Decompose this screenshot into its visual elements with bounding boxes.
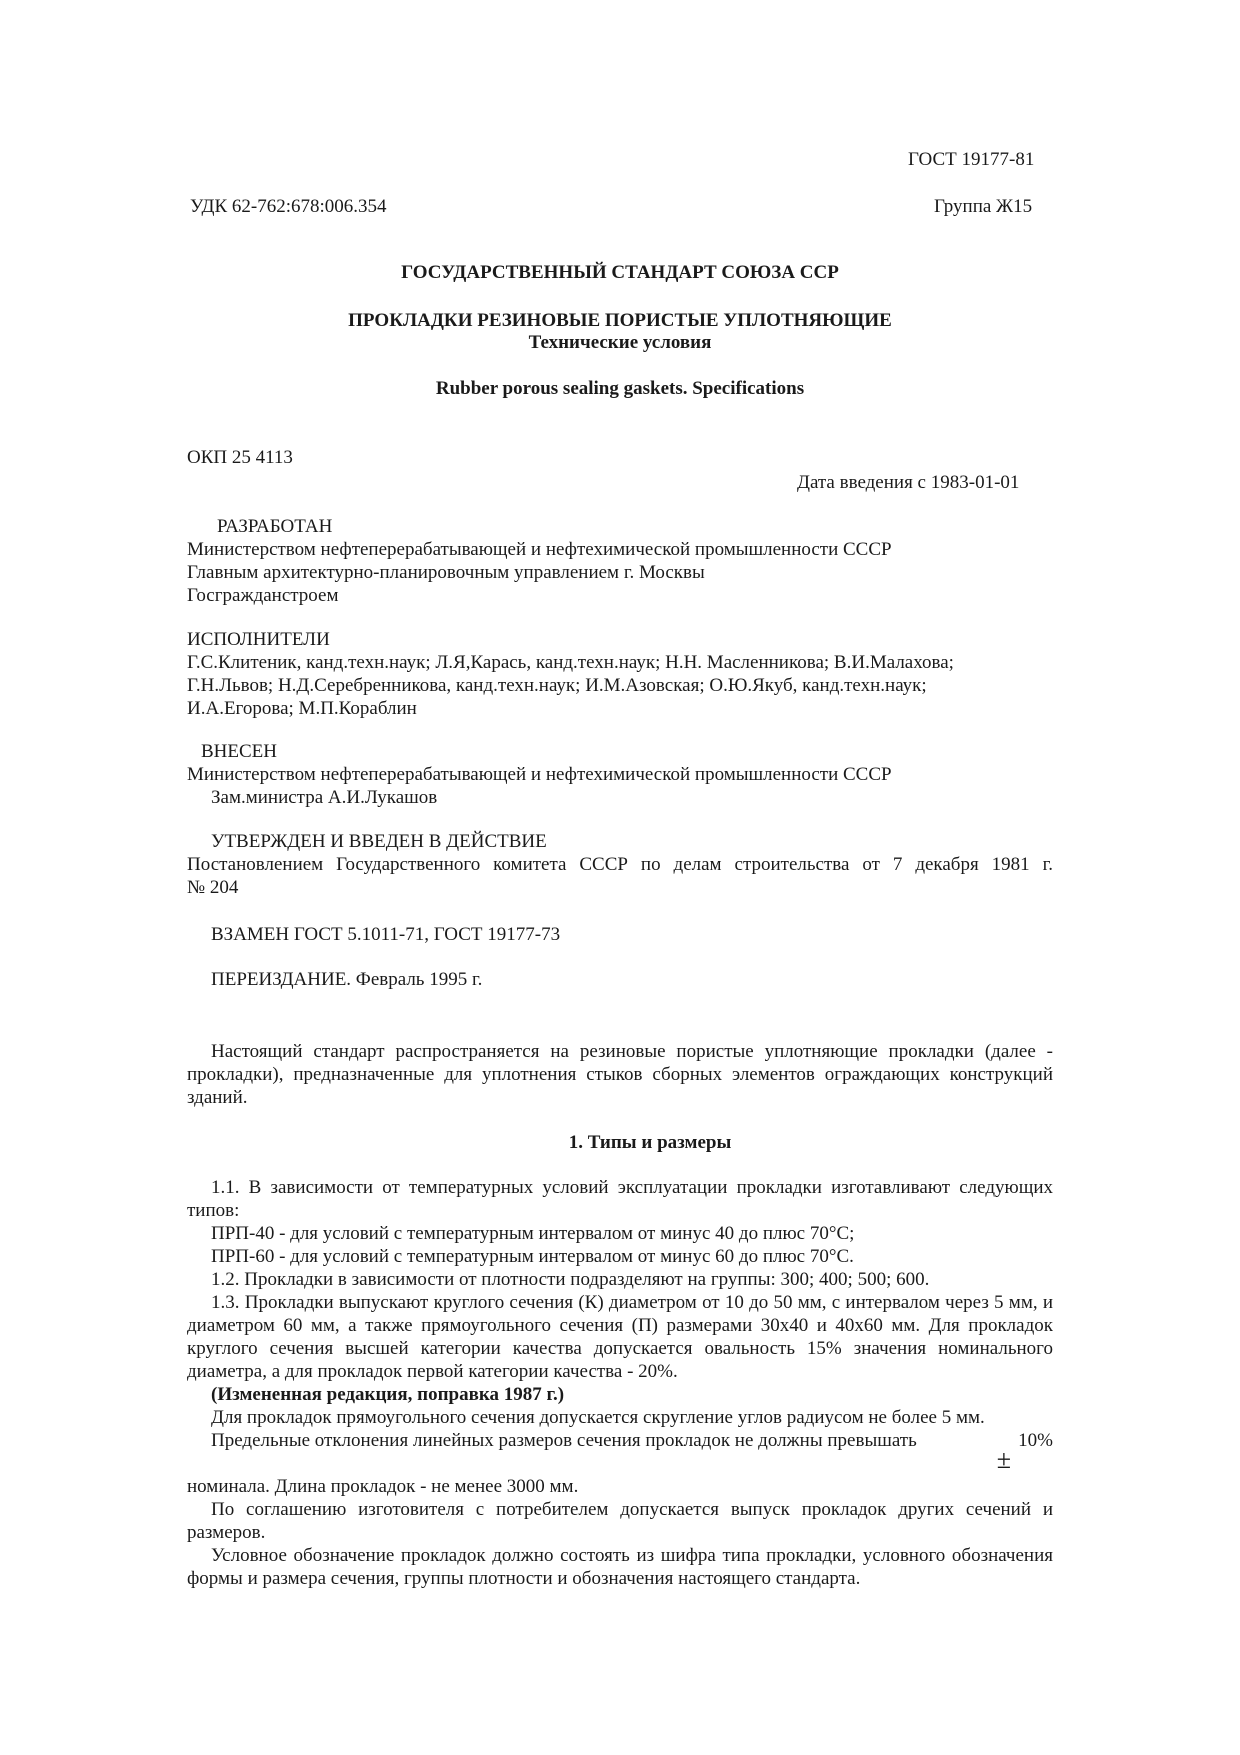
developed-section (187, 515, 1053, 607)
introduced-heading: ВНЕСЕН (201, 741, 277, 762)
designation-clause: Условное обозначение прокладок должно состоять из шифра типа прокладки, условного обозначения формы и размера сечения, группы плотности и обозначения настоящего стандарта. (187, 1545, 1053, 1589)
developed-line: Главным архитектурно-планировочным управлением г. Москвы (187, 562, 705, 583)
deviation-limits (187, 1429, 1053, 1475)
intro-paragraph: Настоящий стандарт распространяется на резиновые пористые уплотняющие прокладки (далее - прокладки), предназначенные для уплотнения стыков сборных элементов ограждающих конструкций зданий. (187, 1041, 1053, 1108)
clause-1-3: 1.3. Прокладки выпускают круглого сечения (К) диаметром от 10 до 50 мм, с интервалом через 5 мм, и диаметром 60 мм, а также прямоугольного сечения (П) размерами 30х40 и 40х60 мм. Для прокладок круглого сечения высшей категории качества допускается овальность 15% значения номинального диаметра, а для прокладок первой категории качества - 20%. (187, 1292, 1053, 1382)
deviation-limits-text: Предельные отклонения линейных размеров сечения прокладок не должны превышать (211, 1430, 917, 1451)
executors-line: Г.Н.Львов; Н.Д.Серебренникова, канд.техн.наук; И.М.Азовская; О.Ю.Якуб, канд.техн.наук; (187, 675, 927, 696)
type-prp-40: ПРП-40 - для условий с температурным интервалом от минус 40 до плюс 70°С; (211, 1223, 855, 1244)
approved-decree: Постановлением Государственного комитета СССР по делам строительства от 7 декабря 1981 г. (187, 854, 1053, 875)
clause-1-2: 1.2. Прокладки в зависимости от плотности подразделяют на группы: 300; 400; 500; 600. (211, 1269, 930, 1290)
developed-line: Министерством нефтеперерабатывающей и нефтехимической промышленности СССР (187, 539, 892, 560)
deviation-limits-value: 10% (1018, 1430, 1053, 1451)
clause-1-1: 1.1. В зависимости от температурных условий эксплуатации прокладки изготавливают следующих типов: (187, 1177, 1053, 1221)
reissue-note: ПЕРЕИЗДАНИЕ. Февраль 1995 г. (211, 969, 483, 990)
rectangular-rounding: Для прокладок прямоугольного сечения допускается скругление углов радиусом не более 5 мм. (211, 1407, 985, 1428)
approved-number: № 204 (187, 877, 239, 898)
nominal-length: номинала. Длина прокладок - не менее 3000 мм. (187, 1476, 579, 1497)
approved-section (187, 830, 1053, 899)
plus-minus-symbol: ± (996, 1445, 1011, 1474)
document-title: ПРОКЛАДКИ РЕЗИНОВЫЕ ПОРИСТЫЕ УПЛОТНЯЮЩИЕ (348, 310, 892, 331)
introduction-date: Дата введения с 1983-01-01 (797, 472, 1020, 493)
developed-line: Госгражданстроем (187, 585, 339, 606)
standard-title: ГОСУДАРСТВЕННЫЙ СТАНДАРТ СОЮЗА ССР (401, 262, 839, 283)
introduced-line: Министерством нефтеперерабатывающей и нефтехимической промышленности СССР (187, 764, 892, 785)
executors-line: Г.С.Клитеник, канд.техн.наук; Л.Я,Карась, канд.техн.наук; Н.Н. Масленникова; В.И.Малахова; (187, 652, 954, 673)
introduced-section (187, 740, 1053, 809)
executors-line: И.А.Егорова; М.П.Кораблин (187, 698, 417, 719)
developed-heading: РАЗРАБОТАН (217, 516, 333, 537)
okp-code: ОКП 25 4113 (187, 447, 293, 468)
section-1-title: 1. Типы и размеры (568, 1132, 732, 1153)
amendment-note: (Измененная редакция, поправка 1987 г.) (211, 1384, 565, 1405)
type-prp-60: ПРП-60 - для условий с температурным интервалом от минус 60 до плюс 70°С. (211, 1246, 854, 1267)
intro-section (187, 1040, 1053, 1109)
section-1-body (187, 1176, 1053, 1590)
approved-heading: УТВЕРЖДЕН И ВВЕДЕН В ДЕЙСТВИЕ (211, 831, 547, 852)
executors-section (187, 628, 1053, 720)
document-subtitle: Технические условия (528, 332, 712, 353)
executors-heading: ИСПОЛНИТЕЛИ (187, 629, 330, 650)
group-code: Группа Ж15 (934, 196, 1033, 217)
udk-code: УДК 62-762:678:006.354 (190, 196, 387, 217)
introduced-line: Зам.министра А.И.Лукашов (211, 787, 438, 808)
gost-number: ГОСТ 19177-81 (908, 149, 1035, 170)
document-title-english: Rubber porous sealing gaskets. Specifications (435, 378, 805, 399)
agreement-clause: По соглашению изготовителя с потребителем допускается выпуск прокладок других сечений и размеров. (187, 1499, 1053, 1543)
replaces-note: ВЗАМЕН ГОСТ 5.1011-71, ГОСТ 19177-73 (211, 924, 561, 945)
